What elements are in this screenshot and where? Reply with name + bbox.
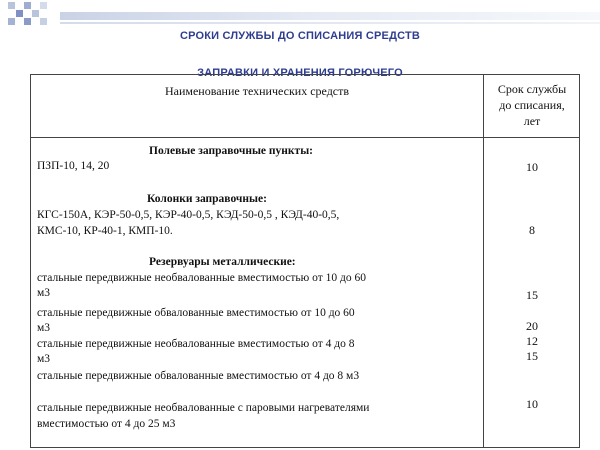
decor-square <box>8 18 15 25</box>
group-title-tanks: Резервуары металлические: <box>149 256 296 268</box>
tank-row-line1: стальные передвижные необвалованные вместимостью от 10 до 60 <box>37 272 366 284</box>
column-divider <box>483 75 484 447</box>
tank-row-line1: стальные передвижные необвалованные с паровыми нагревателями <box>37 402 370 414</box>
tank-row-line1: стальные передвижные обвалованные вместимостью от 10 до 60 <box>37 307 355 319</box>
decor-square <box>40 18 47 25</box>
group-item-pumps-line2: КМС-10, КР-40-1, КМП-10. <box>37 225 173 237</box>
tank-row-line2: м3 <box>37 322 51 334</box>
decor-square <box>40 2 47 9</box>
decor-square <box>24 2 31 9</box>
tank-row-line2: м3 <box>37 353 51 365</box>
col-life-header-line: лет <box>523 114 541 128</box>
tank-row-line2: м3 <box>37 287 51 299</box>
service-life-value: 20 <box>526 319 538 333</box>
tank-row-line1: стальные передвижные обвалованные вместимостью от 4 до 8 м3 <box>37 370 360 382</box>
tank-row-line2: вместимостью от 4 до 25 м3 <box>37 418 176 430</box>
col-name-header: Наименование технических средств <box>164 84 350 98</box>
col-life-header <box>484 81 580 129</box>
slide-title-line2: ЗАПРАВКИ И ХРАНЕНИЯ ГОРЮЧЕГО <box>197 67 403 79</box>
slide-title-line1: СРОКИ СЛУЖБЫ ДО СПИСАНИЯ СРЕДСТВ <box>179 30 421 42</box>
header-rule <box>60 22 600 24</box>
decor-square <box>24 18 31 25</box>
col-life-header-line: до списания, <box>499 98 565 112</box>
decor-square <box>8 2 15 9</box>
service-life-value: 10 <box>526 160 538 174</box>
decor-square <box>32 10 39 17</box>
group-title-pumps: Колонки заправочные: <box>147 193 267 205</box>
header-divider <box>31 137 579 138</box>
group-title-field-stations: Полевые заправочные пункты: <box>149 145 313 157</box>
group-item-pumps-line1: КГС-150А, КЭР-50-0,5, КЭР-40-0,5, КЭД-50-0,5 , КЭД-40-0,5, <box>37 209 340 221</box>
service-life-value: 15 <box>526 288 538 302</box>
tank-row-line1: стальные передвижные необвалованные вместимостью от 4 до 8 <box>37 338 355 350</box>
service-life-value: 8 <box>529 223 535 237</box>
col-life-header-line: Срок службы <box>497 82 567 96</box>
service-life-value: 15 <box>526 349 538 363</box>
header-bar <box>60 12 600 20</box>
service-life-value: 10 <box>526 397 538 411</box>
group-item-field-stations: ПЗП-10, 14, 20 <box>37 160 110 172</box>
service-life-value: 12 <box>526 334 538 348</box>
decor-square <box>16 10 23 17</box>
service-life-table <box>30 74 580 448</box>
